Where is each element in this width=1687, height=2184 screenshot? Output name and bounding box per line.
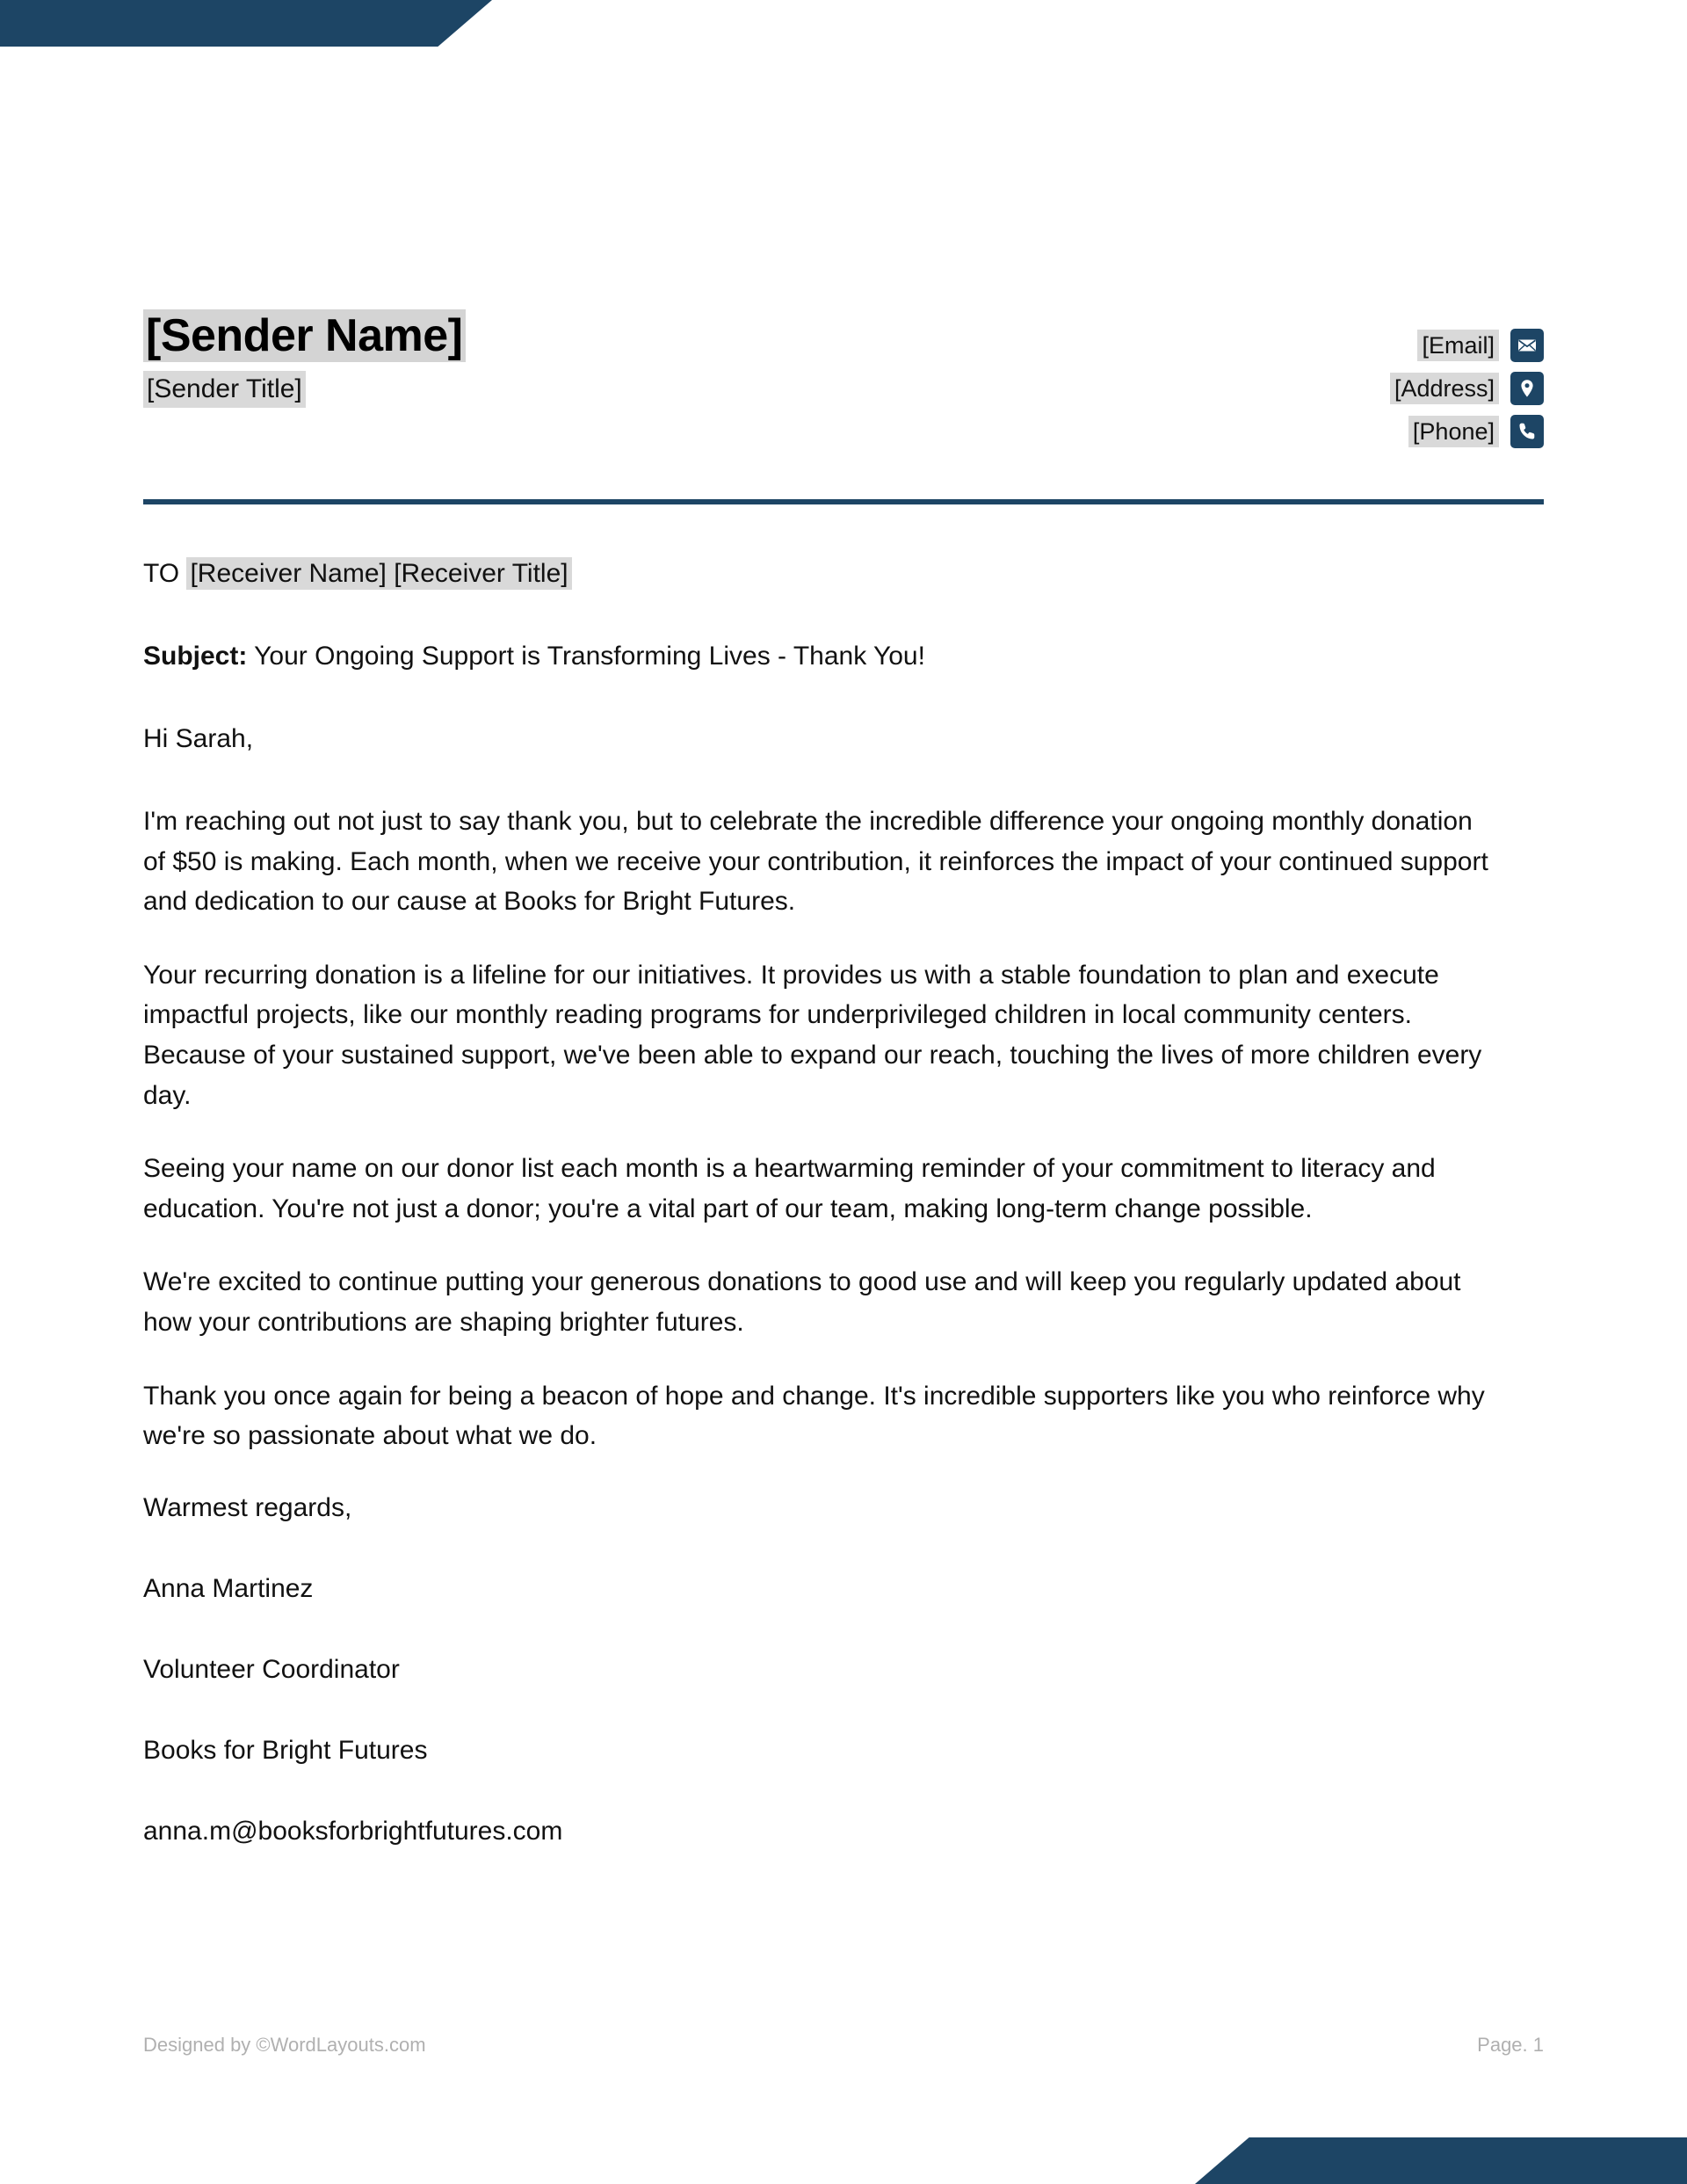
greeting: Hi Sarah, xyxy=(143,724,254,753)
body-paragraph-2: Your recurring donation is a lifeline for our initiatives. It provides us with a stable foundation to plan and execute impactful projects, like our monthly reading programs for underprivileged children in local community centers. Because of your sustained support, we've been able to expand our reach, touching the lives of more children every day. xyxy=(143,960,1482,1110)
subject-label: Subject: xyxy=(143,642,248,671)
to-value[interactable]: [Receiver Name] [Receiver Title] xyxy=(186,557,571,590)
footer-page-number: Page. 1 xyxy=(1477,2034,1544,2056)
signature-title: Volunteer Coordinator xyxy=(143,1654,400,1684)
sender-title[interactable]: [Sender Title] xyxy=(143,371,306,408)
letterhead xyxy=(143,309,1544,448)
contact-row-address xyxy=(1390,372,1544,405)
closing-salutation: Warmest regards, xyxy=(143,1492,352,1522)
location-pin-icon xyxy=(1510,372,1544,405)
subject-line xyxy=(143,638,1544,675)
address-placeholder-text[interactable]: [Address] xyxy=(1390,373,1499,404)
footer-credit[interactable]: Designed by ©WordLayouts.com xyxy=(143,2034,426,2056)
sender-block xyxy=(143,309,466,408)
body-paragraph-1: I'm reaching out not just to say thank you, but to celebrate the incredible difference your ongoing monthly donation of $50 is making. Each month, when we receive your contribution, it reinforces the impact of your continued support and dedication to our cause at Books for Bright Futures. xyxy=(143,807,1488,917)
email-placeholder-text[interactable]: [Email] xyxy=(1417,330,1499,361)
signature-email[interactable]: anna.m@booksforbrightfutures.com xyxy=(143,1816,563,1846)
body-paragraph-4: We're excited to continue putting your generous donations to good use and will keep you regularly updated about how your contributions are shaping brighter futures. xyxy=(143,1267,1461,1337)
contact-row-email xyxy=(1417,329,1544,362)
envelope-icon xyxy=(1510,329,1544,362)
subject-text: Your Ongoing Support is Transforming Lives - Thank You! xyxy=(254,642,925,671)
phone-icon xyxy=(1510,415,1544,448)
contact-row-phone xyxy=(1408,415,1544,448)
header-divider xyxy=(143,499,1544,504)
phone-placeholder-text[interactable]: [Phone] xyxy=(1408,416,1499,447)
sender-name[interactable]: [Sender Name] xyxy=(143,309,466,362)
to-line xyxy=(143,555,1544,592)
signature-organization: Books for Bright Futures xyxy=(143,1735,428,1765)
letter-body xyxy=(143,555,1544,1894)
body-paragraph-3: Seeing your name on our donor list each month is a heartwarming reminder of your commitment to literacy and education. You're not just a donor; you're a vital part of our team, making long-term change possible. xyxy=(143,1154,1436,1223)
body-paragraph-5: Thank you once again for being a beacon of hope and change. It's incredible supporters like you who reinforce why we're so passionate about what we do. xyxy=(143,1381,1485,1451)
to-label: TO xyxy=(143,559,180,588)
signature-name: Anna Martinez xyxy=(143,1573,314,1603)
contact-block xyxy=(1390,309,1544,448)
page-footer xyxy=(143,2034,1544,2057)
